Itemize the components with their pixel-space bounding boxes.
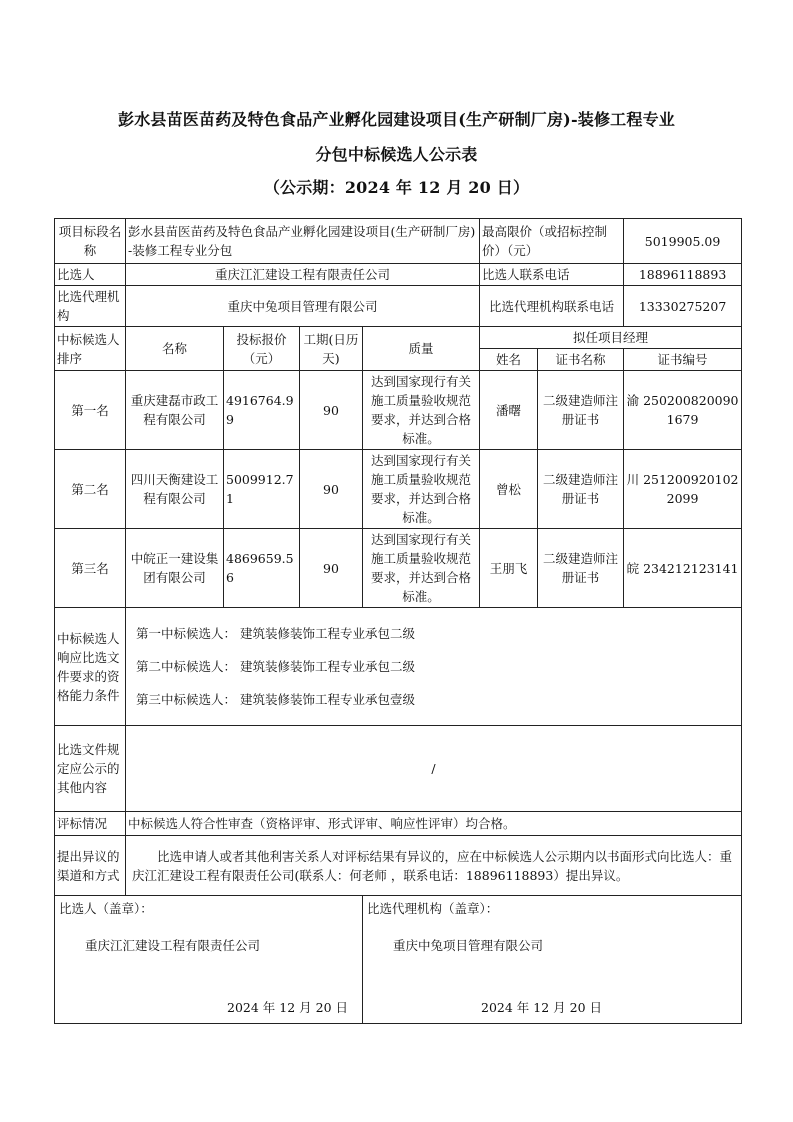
- selector-seal-label: 比选人（盖章）：: [59, 901, 153, 916]
- header-quality: 质量: [363, 327, 480, 371]
- qualification-list: [126, 608, 742, 726]
- max-price-label: 最高限价（或招标控制价）（元）: [480, 219, 624, 264]
- cert-name: 二级建造师注册证书: [538, 371, 624, 450]
- candidate-rank: 第二名: [55, 450, 126, 529]
- title-line-2: 分包中标候选人公示表: [315, 145, 478, 164]
- header-cert-no: 证书编号: [624, 349, 742, 371]
- header-period: 工期(日历天): [300, 327, 363, 371]
- selector-phone-value: 18896118893: [624, 264, 742, 286]
- table-row: [55, 529, 742, 608]
- manager-name: 王朋飞: [480, 529, 538, 608]
- qualification-label: 中标候选人响应比选文件要求的资格能力条件: [55, 608, 126, 726]
- candidate-rank: 第一名: [55, 371, 126, 450]
- header-cert-name: 证书名称: [538, 349, 624, 371]
- candidate-period: 90: [300, 450, 363, 529]
- agent-phone-label: 比选代理机构联系电话: [480, 286, 624, 327]
- project-value: 彭水县苗医苗药及特色食品产业孵化园建设项目(生产研制厂房)-装修工程专业分包: [126, 219, 480, 264]
- manager-name: 潘曙: [480, 371, 538, 450]
- table-row: [55, 450, 742, 529]
- agent-seal-date: 2024 年 12 月 20 日: [481, 1000, 602, 1015]
- selector-phone-label: 比选人联系电话: [480, 264, 624, 286]
- manager-name: 曾松: [480, 450, 538, 529]
- cert-number: 川 2512009201022099: [624, 450, 742, 529]
- cert-name: 二级建造师注册证书: [538, 529, 624, 608]
- objection-label: 提出异议的渠道和方式: [55, 836, 126, 896]
- selector-seal-date: 2024 年 12 月 20 日: [227, 1000, 348, 1015]
- table-row: [55, 371, 742, 450]
- publicity-period: （公示期：2024 年 12 月 20 日）: [263, 178, 530, 197]
- selector-seal-box: [55, 896, 363, 1024]
- agent-seal-box: [363, 896, 742, 1024]
- agent-phone-value: 13330275207: [624, 286, 742, 327]
- max-price-value: 5019905.09: [624, 219, 742, 264]
- candidate-price: 4869659.56: [224, 529, 300, 608]
- cert-number: 渝 2502008200901679: [624, 371, 742, 450]
- qualification-line-3: 第三中标候选人： 建筑装修装饰工程专业承包壹级: [136, 692, 415, 707]
- header-manager: 拟任项目经理: [480, 327, 742, 349]
- qualification-line-2: 第二中标候选人： 建筑装修装饰工程专业承包二级: [136, 659, 415, 674]
- candidate-price: 5009912.71: [224, 450, 300, 529]
- candidate-quality: 达到国家现行有关施工质量验收规范要求，并达到合格标准。: [363, 529, 480, 608]
- candidate-table: [54, 218, 742, 1024]
- agent-value: 重庆中兔项目管理有限公司: [126, 286, 480, 327]
- selector-label: 比选人: [55, 264, 126, 286]
- header-rank: 中标候选人排序: [55, 327, 126, 371]
- candidate-name: 重庆建磊市政工程有限公司: [126, 371, 224, 450]
- candidate-name: 四川天衡建设工程有限公司: [126, 450, 224, 529]
- candidate-quality: 达到国家现行有关施工质量验收规范要求，并达到合格标准。: [363, 450, 480, 529]
- project-label: 项目标段名称: [55, 219, 126, 264]
- selector-value: 重庆江汇建设工程有限责任公司: [126, 264, 480, 286]
- header-name: 名称: [126, 327, 224, 371]
- candidate-name: 中皖正一建设集团有限公司: [126, 529, 224, 608]
- cert-number: 皖 234212123141: [624, 529, 742, 608]
- candidate-period: 90: [300, 371, 363, 450]
- header-manager-name: 姓名: [480, 349, 538, 371]
- selector-seal-org: 重庆江汇建设工程有限责任公司: [85, 938, 261, 953]
- candidate-quality: 达到国家现行有关施工质量验收规范要求，并达到合格标准。: [363, 371, 480, 450]
- other-content-value: /: [126, 726, 742, 812]
- candidate-rank: 第三名: [55, 529, 126, 608]
- candidate-period: 90: [300, 529, 363, 608]
- title-line-1: 彭水县苗医苗药及特色食品产业孵化园建设项目(生产研制厂房)-装修工程专业: [118, 110, 675, 129]
- agent-seal-label: 比选代理机构（盖章）：: [367, 901, 499, 916]
- candidate-price: 4916764.99: [224, 371, 300, 450]
- evaluation-value: 中标候选人符合性审查（资格评审、形式评审、响应性评审）均合格。: [126, 812, 742, 836]
- header-price: 投标报价（元）: [224, 327, 300, 371]
- agent-label: 比选代理机构: [55, 286, 126, 327]
- objection-value: 比选申请人或者其他利害关系人对评标结果有异议的，应在中标候选人公示期内以书面形式向比选人：重庆江汇建设工程有限责任公司(联系人：何老师 ，联系电话：18896118893）提出异议。: [126, 836, 742, 896]
- cert-name: 二级建造师注册证书: [538, 450, 624, 529]
- other-content-label: 比选文件规定应公示的其他内容: [55, 726, 126, 812]
- qualification-line-1: 第一中标候选人： 建筑装修装饰工程专业承包二级: [136, 626, 415, 641]
- evaluation-label: 评标情况: [55, 812, 126, 836]
- agent-seal-org: 重庆中兔项目管理有限公司: [393, 938, 544, 953]
